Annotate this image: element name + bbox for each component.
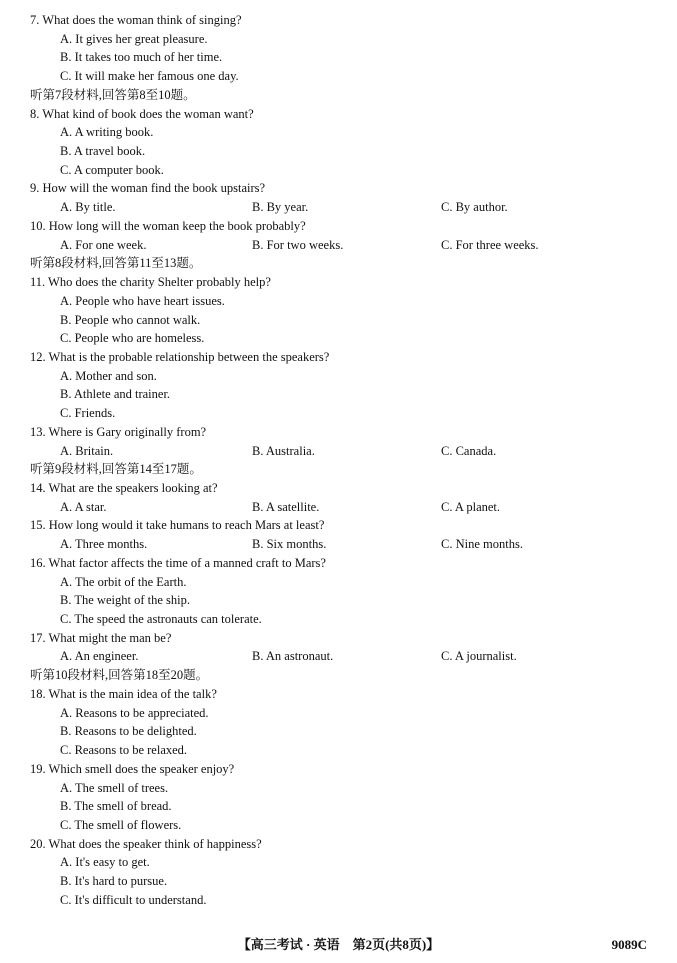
answer-option: C. The smell of flowers.: [60, 817, 182, 832]
answer-option: B. A travel book.: [60, 144, 146, 159]
option-row: [0, 292, 677, 311]
answer-option: C. A computer book.: [60, 162, 164, 177]
option-row: [0, 48, 677, 67]
option-row: [0, 891, 677, 910]
section-instruction: 听第7段材料,回答第8至10题。: [30, 87, 196, 102]
question-stem: 16. What factor affects the time of a manned craft to Mars?: [30, 555, 326, 570]
answer-option: C. It will make her famous one day.: [60, 69, 239, 84]
option-row: [0, 498, 677, 517]
answer-option: A. Mother and son.: [60, 368, 157, 383]
answer-option: C. People who are homeless.: [60, 331, 205, 346]
answer-option: C. Friends.: [60, 406, 116, 421]
answer-option: A. For one week.: [60, 237, 147, 252]
option-row: [0, 741, 677, 760]
answer-option: A. By title.: [60, 200, 116, 215]
question-stem: 7. What does the woman think of singing?: [30, 13, 242, 27]
option-row: [0, 198, 677, 217]
answer-option: B. The smell of bread.: [60, 799, 172, 814]
section-instruction: 听第10段材料,回答第18至20题。: [30, 668, 209, 683]
answer-option: C. For three weeks.: [441, 237, 539, 252]
option-row: [0, 610, 677, 629]
answer-option: B. Australia.: [252, 443, 315, 458]
question-stem: 13. Where is Gary originally from?: [30, 424, 207, 439]
answer-option: B. Reasons to be delighted.: [60, 724, 197, 739]
section-instruction: 听第8段材料,回答第11至13题。: [30, 256, 202, 271]
footer-title: 【高三考试 · 英语 第2页(共8页)】: [237, 937, 440, 952]
option-row: [0, 573, 677, 592]
answer-option: A. It gives her great pleasure.: [60, 31, 208, 46]
answer-option: B. An astronaut.: [252, 649, 334, 664]
answer-option: B. Athlete and trainer.: [60, 387, 171, 402]
answer-option: C. A planet.: [441, 499, 501, 514]
question-stem: 15. How long would it take humans to reach Mars at least?: [30, 518, 325, 533]
answer-option: B. The weight of the ship.: [60, 593, 190, 608]
answer-option: C. It's difficult to understand.: [60, 892, 207, 907]
question-stem: 14. What are the speakers looking at?: [30, 481, 218, 495]
option-row: [0, 385, 677, 404]
option-row: [0, 67, 677, 86]
question-stem: 10. How long will the woman keep the book probably?: [30, 218, 306, 233]
answer-option: B. By year.: [252, 200, 309, 215]
answer-option: A. The orbit of the Earth.: [60, 574, 187, 589]
answer-option: C. Canada.: [441, 443, 497, 458]
answer-option: A. Britain.: [60, 443, 114, 458]
answer-option: A. The smell of trees.: [60, 780, 169, 795]
option-row: [0, 647, 677, 666]
option-row: [0, 442, 677, 461]
question-stem: 11. Who does the charity Shelter probably help?: [30, 275, 271, 290]
option-row: [0, 311, 677, 330]
question-stem: 18. What is the main idea of the talk?: [30, 686, 217, 701]
answer-option: B. For two weeks.: [252, 237, 344, 252]
option-row: [0, 853, 677, 872]
option-row: [0, 704, 677, 723]
paper-code: 9089C: [611, 937, 647, 952]
answer-option: B. It takes too much of her time.: [60, 50, 223, 65]
option-row: [0, 779, 677, 798]
option-row: [0, 123, 677, 142]
question-stem: 9. How will the woman find the book upstairs?: [30, 181, 266, 196]
answer-option: B. A satellite.: [252, 499, 320, 514]
question-stem: 17. What might the man be?: [30, 630, 172, 645]
answer-option: A. Three months.: [60, 537, 148, 552]
option-row: [0, 30, 677, 49]
question-stem: 8. What kind of book does the woman want?: [30, 106, 254, 121]
option-row: [0, 535, 677, 554]
option-row: [0, 404, 677, 423]
question-stem: 20. What does the speaker think of happiness?: [30, 836, 262, 851]
answer-option: C. Reasons to be relaxed.: [60, 743, 188, 758]
answer-option: A. It's easy to get.: [60, 855, 150, 870]
answer-option: B. It's hard to pursue.: [60, 874, 168, 889]
question-stem: 19. Which smell does the speaker enjoy?: [30, 761, 235, 776]
option-row: [0, 329, 677, 348]
option-row: [0, 816, 677, 835]
answer-option: C. By author.: [441, 200, 508, 215]
answer-option: C. The speed the astronauts can tolerate.: [60, 612, 262, 627]
answer-option: A. Reasons to be appreciated.: [60, 705, 209, 720]
answer-option: A. An engineer.: [60, 649, 139, 664]
answer-option: C. A journalist.: [441, 649, 517, 664]
option-row: [0, 872, 677, 891]
answer-option: B. People who cannot walk.: [60, 312, 201, 327]
option-row: [0, 236, 677, 255]
answer-option: A. People who have heart issues.: [60, 293, 225, 308]
answer-option: A. A writing book.: [60, 125, 154, 140]
section-instruction: 听第9段材料,回答第14至17题。: [30, 462, 202, 477]
page-footer: [0, 935, 677, 955]
answer-option: B. Six months.: [252, 537, 327, 552]
option-row: [0, 722, 677, 741]
option-row: [0, 591, 677, 610]
option-row: [0, 142, 677, 161]
option-row: [0, 797, 677, 816]
option-row: [0, 161, 677, 180]
answer-option: C. Nine months.: [441, 537, 523, 552]
question-stem: 12. What is the probable relationship between the speakers?: [30, 349, 330, 364]
option-row: [0, 367, 677, 386]
answer-option: A. A star.: [60, 499, 107, 514]
